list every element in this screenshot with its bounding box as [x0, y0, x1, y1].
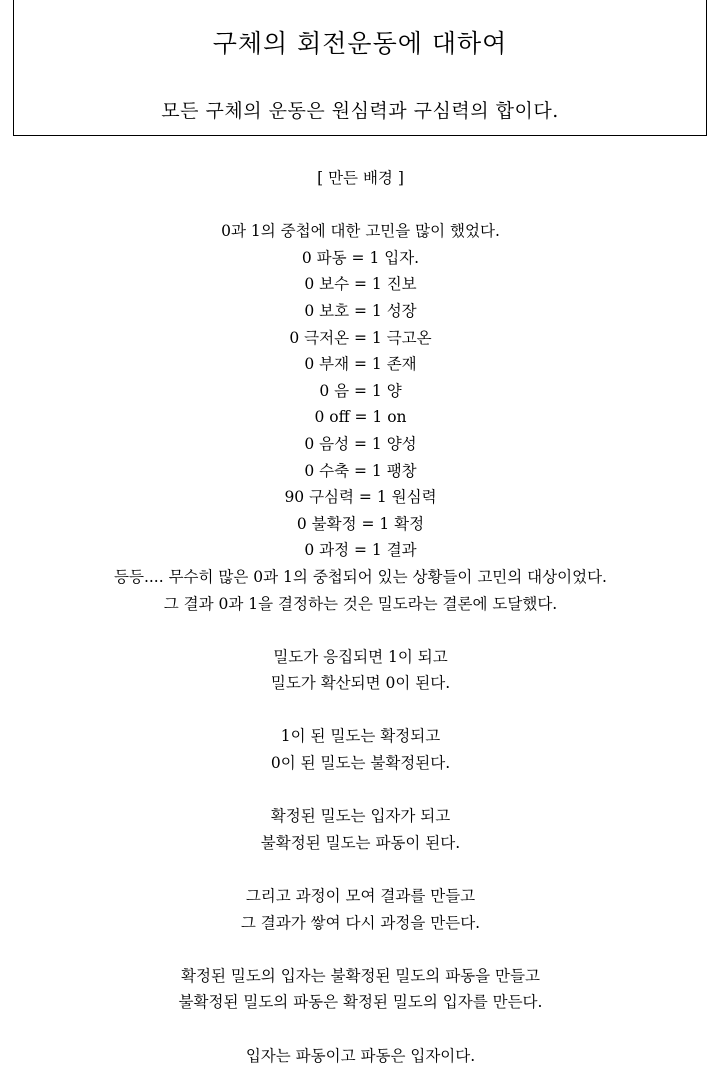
document-subtitle: 모든 구체의 운동은 원심력과 구심력의 합이다.	[161, 100, 559, 122]
pair-line: 0 불확정 = 1 확정	[296, 514, 425, 533]
pair-line: 0 음성 = 1 양성	[304, 434, 417, 453]
spacer	[0, 856, 721, 883]
paragraph-line: 그 결과가 쌓여 다시 과정을 만든다.	[240, 913, 481, 932]
pair-line: 0 부재 = 1 존재	[304, 355, 417, 374]
summary-line: 등등.... 무수히 많은 0과 1의 중첩되어 있는 상황들이 고민의 대상이었다.	[114, 567, 607, 586]
spacer	[0, 192, 721, 219]
spacer	[0, 777, 721, 804]
document-title: 구체의 회전운동에 대하여	[212, 29, 508, 58]
pair-line: 0 보수 = 1 진보	[304, 275, 417, 294]
paragraph-line: 1이 된 밀도는 확정되고	[280, 727, 441, 746]
paragraph-line: 불확정된 밀도는 파동이 된다.	[260, 833, 461, 852]
paragraph-line: 확정된 밀도는 입자가 되고	[270, 807, 451, 826]
paragraph-line: 그리고 과정이 모여 결과를 만들고	[245, 887, 476, 906]
summary-line: 그 결과 0과 1을 결정하는 것은 밀도라는 결론에 도달했다.	[163, 594, 558, 613]
section-heading: [ 만든 배경 ]	[317, 169, 404, 187]
pair-line: 0 보호 = 1 성장	[304, 301, 417, 320]
paragraph-line: 확정된 밀도의 입자는 불확정된 밀도의 파동을 만들고	[181, 966, 540, 985]
intro-line: 0과 1의 중첩에 대한 고민을 많이 했었다.	[221, 222, 500, 241]
paragraph-line: 0이 된 밀도는 불확정된다.	[270, 754, 451, 773]
pair-line: 0 극저온 = 1 극고온	[289, 328, 432, 347]
document-body	[0, 165, 721, 1069]
paragraph-line: 밀도가 응집되면 1이 되고	[273, 647, 448, 666]
pair-line: 0 파동 = 1 입자.	[301, 248, 420, 267]
pair-line: 0 과정 = 1 결과	[304, 541, 417, 560]
pair-line: 0 off = 1 on	[314, 408, 407, 427]
spacer	[0, 1016, 721, 1043]
spacer	[0, 617, 721, 644]
pair-line: 0 수축 = 1 팽창	[304, 461, 417, 480]
spacer	[0, 936, 721, 963]
spacer	[0, 697, 721, 724]
paragraph-line: 밀도가 확산되면 0이 된다.	[270, 674, 451, 693]
title-box	[13, 0, 707, 136]
paragraph-line: 불확정된 밀도의 파동은 확정된 밀도의 입자를 만든다.	[178, 993, 543, 1012]
pair-line: 0 음 = 1 양	[319, 381, 402, 400]
pair-line: 90 구심력 = 1 원심력	[284, 488, 437, 507]
paragraph-line: 입자는 파동이고 파동은 입자이다.	[245, 1046, 476, 1065]
